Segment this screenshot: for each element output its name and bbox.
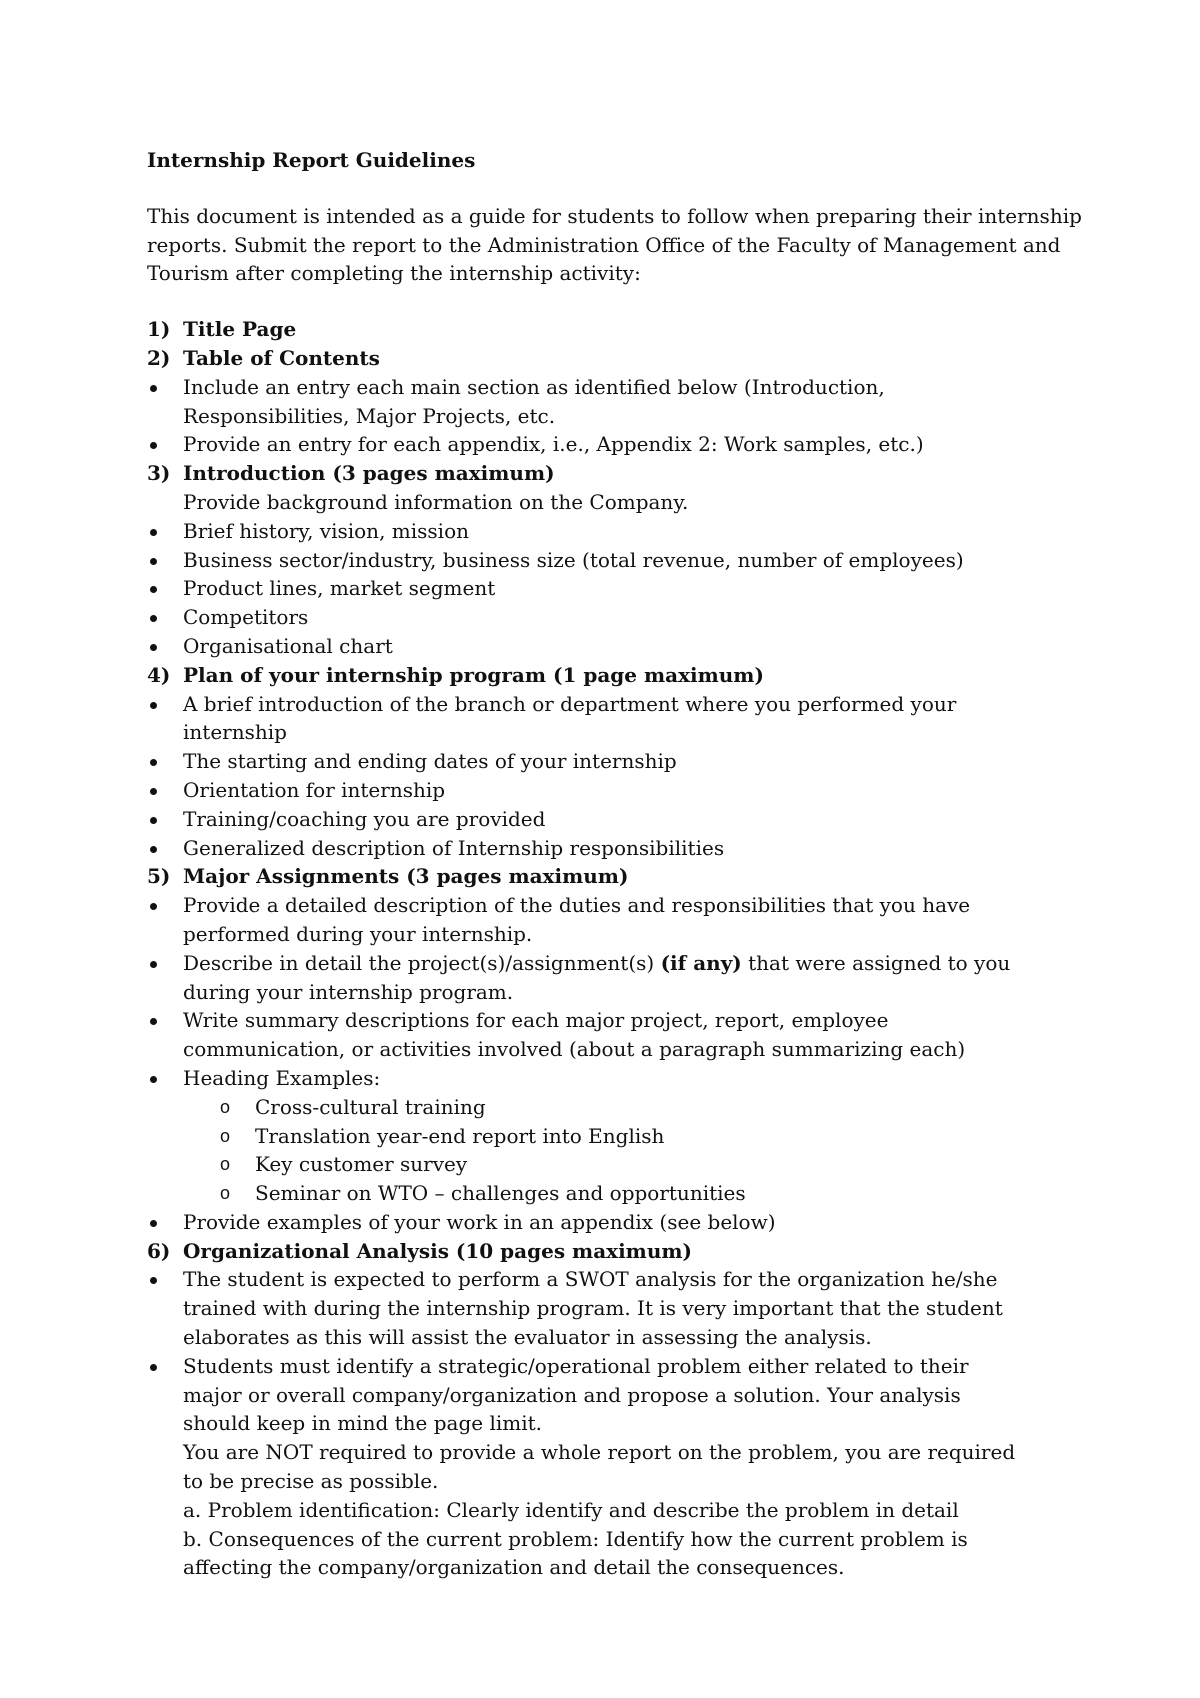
section-major-assignments [147,862,1080,1236]
section-heading: Organizational Analysis (10 pages maximum) [183,1238,693,1263]
section-internship-plan [147,661,1080,863]
list-item: Business sector/industry, business size (total revenue, number of employees) [183,546,1023,575]
list-item: Competitors [183,603,1023,632]
list-item: Organisational chart [183,632,1023,661]
section-table-of-contents [147,344,1080,459]
list-item: Training/coaching you are provided [183,805,1023,834]
list-item: Provide an entry for each appendix, i.e., Appendix 2: Work samples, etc.) [183,430,1023,459]
list-item: Brief history, vision, mission [183,517,1023,546]
list-item: Heading Examples: o Cross-cultural training o Translation year-end report into English o Key customer survey o Seminar on WTO – challenges and opportunities [183,1064,1023,1208]
list-item: Describe in detail the project(s)/assignment(s) (if any) that were assigned to you during your internship program. [183,949,1023,1007]
sub-list-item: o Translation year-end report into English [255,1122,1023,1151]
bullet-icon [150,903,157,910]
section-introduction [147,459,1080,661]
bullet-icon [150,1220,157,1227]
list-item: Students must identify a strategic/operational problem either related to their major or overall company/organization and propose a solution. Your analysis should keep in mind the page limit. [183,1352,1023,1438]
list-item: The starting and ending dates of your internship [183,747,1023,776]
list-item: Product lines, market segment [183,574,1023,603]
section-number: 6) [147,1238,171,1263]
list-item: Provide examples of your work in an appendix (see below) [183,1208,1023,1237]
sub-list-item: o Cross-cultural training [255,1093,1023,1122]
bullet-icon [150,1364,157,1371]
section-heading: Plan of your internship program (1 page maximum) [183,662,764,687]
bullet-icon [150,442,157,449]
circle-bullet-icon: o [220,1096,231,1117]
bullet-icon [150,1277,157,1284]
list-item: The student is expected to perform a SWOT analysis for the organization he/she trained with during the internship program. It is very important that the student elaborates as this will assist the evaluator in assessing the analysis. [183,1265,1023,1351]
bullet-icon [150,702,157,709]
continuation-text: b. Consequences of the current problem: Identify how the current problem is affecting the company/organization and detail the consequences. [183,1526,968,1580]
list-item: Provide a detailed description of the duties and responsibilities that you have performed during your internship. [183,891,1023,949]
section-number: 4) [147,662,171,687]
section-number: 5) [147,864,171,889]
list-item: Generalized description of Internship responsibilities [183,834,1023,863]
list-item: Include an entry each main section as identified below (Introduction, Responsibilities, Major Projects, etc. [183,373,1023,431]
section-title-page [147,315,1080,344]
section-heading: Introduction (3 pages maximum) [183,461,555,486]
circle-bullet-icon: o [220,1125,231,1146]
bullet-icon [150,961,157,968]
section-heading: Major Assignments (3 pages maximum) [183,864,629,889]
section-heading: Title Page [183,317,297,342]
bullet-icon [150,529,157,536]
section-number: 2) [147,345,171,370]
continuation-text: a. Problem identification: Clearly identify and describe the problem in detail [183,1497,959,1522]
intro-paragraph: This document is intended as a guide for students to follow when preparing their internship reports. Submit the report to the Administration Office of the Faculty of Management and Tourism after completing the internship activity: [147,203,1082,286]
bullet-icon [150,586,157,593]
section-lead: Provide background information on the Company. [183,489,689,514]
section-number: 1) [147,317,171,342]
bullet-icon [150,788,157,795]
sub-list-item: o Seminar on WTO – challenges and opportunities [255,1179,1023,1208]
bullet-icon [150,846,157,853]
bullet-icon [150,817,157,824]
circle-bullet-icon: o [220,1154,231,1175]
sub-list-item: o Key customer survey [255,1150,1023,1179]
list-item: Write summary descriptions for each major project, report, employee communication, or activities involved (about a paragraph summarizing each) [183,1006,1023,1064]
bullet-icon [150,558,157,565]
list-item: Orientation for internship [183,776,1023,805]
bullet-icon [150,615,157,622]
circle-bullet-icon: o [220,1183,231,1204]
section-organizational-analysis [147,1237,1080,1583]
continuation-text: You are NOT required to provide a whole report on the problem, you are required to be precise as possible. [183,1440,1016,1494]
bullet-icon [150,1076,157,1083]
bullet-icon [150,644,157,651]
bullet-icon [150,385,157,392]
document-title: Internship Report Guidelines [147,148,476,172]
bullet-icon [150,1018,157,1025]
bullet-icon [150,759,157,766]
list-item: A brief introduction of the branch or department where you performed your internship [183,690,1023,748]
section-heading: Table of Contents [183,345,380,370]
section-number: 3) [147,461,171,486]
